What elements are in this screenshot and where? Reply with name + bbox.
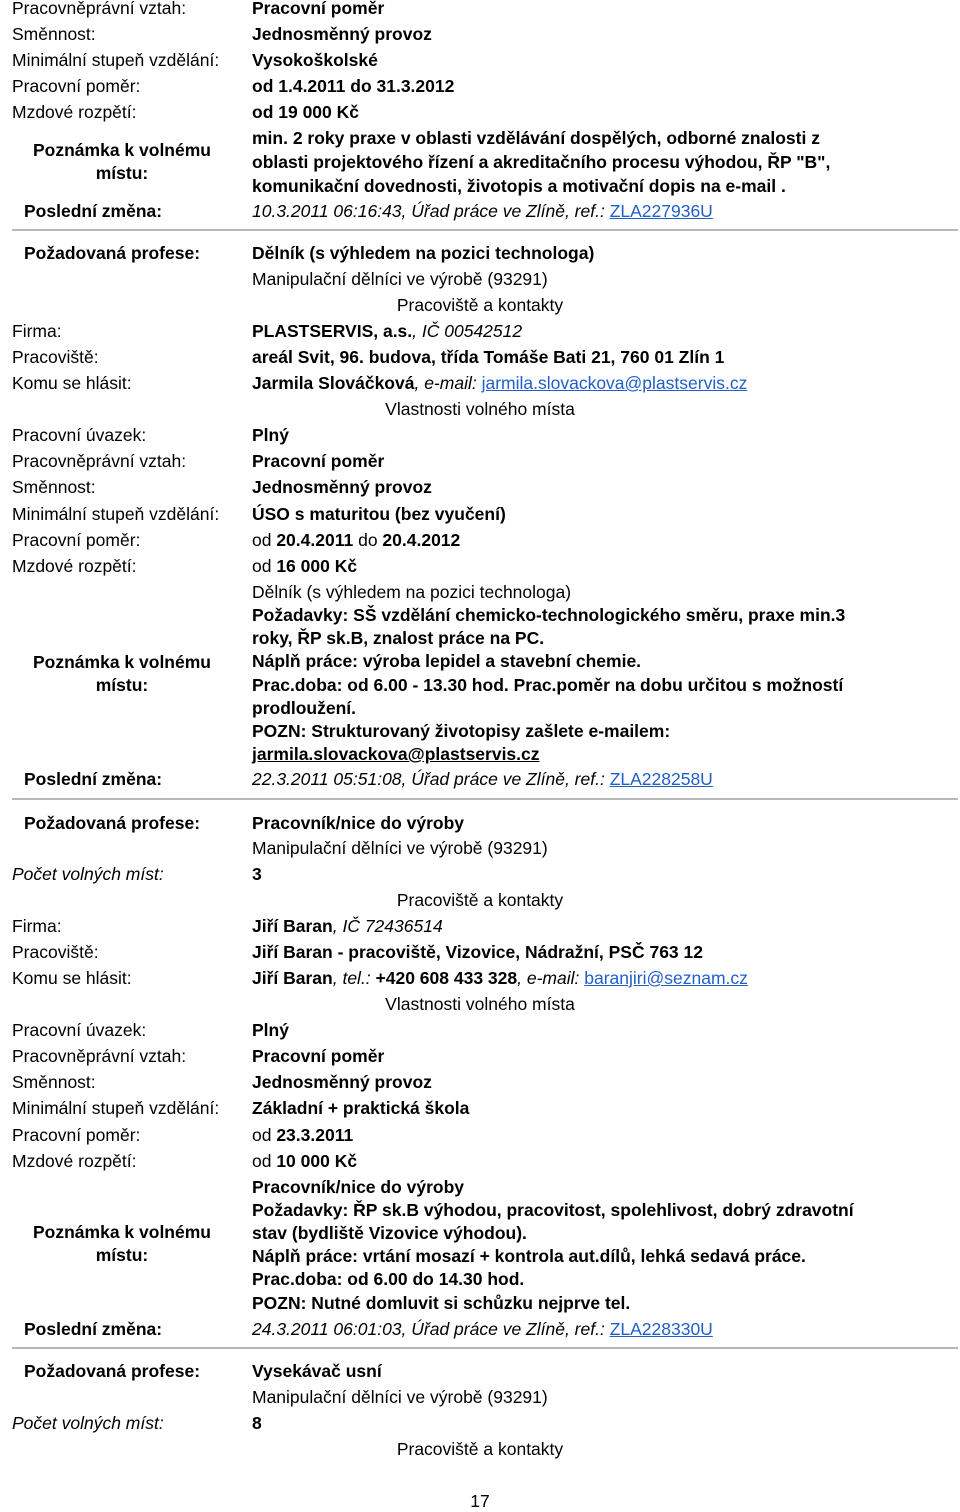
zmena-text: 22.3.2011 05:51:08, Úřad práce ve Zlíně, ref.: <box>252 769 610 789</box>
section-title-vlastnosti-1: Vlastnosti volného místa <box>385 399 575 419</box>
value-profese-2: Pracovník/nice do výroby <box>252 813 465 833</box>
section-title-kontakty-3: Pracoviště a kontakty <box>396 1439 564 1459</box>
value-kategorie-1: Manipulační dělníci ve výrobě (93291) <box>252 269 548 289</box>
value-vzdelani-2: Základní + praktická škola <box>252 1098 470 1118</box>
value-profese-1: Dělník (s výhledem na pozici technologa) <box>252 243 595 263</box>
pomer-od-date: 20.4.2011 <box>276 530 354 550</box>
note-label-line1: Poznámka k volnému <box>33 1222 211 1242</box>
ref-link[interactable]: ZLA228258U <box>609 769 713 789</box>
value-pracovnepravni-1: Pracovní poměr <box>252 451 385 471</box>
section-title-kontakty-1: Pracoviště a kontakty <box>396 295 564 315</box>
label-vzdelani-0: Minimální stupeň vzdělání: <box>12 50 220 70</box>
zmena-text: 10.3.2011 06:16:43, Úřad práce ve Zlíně, ref.: <box>252 201 610 221</box>
value-pracoviste-1: areál Svit, 96. budova, třída Tomáše Bati 21, 760 01 Zlín 1 <box>252 347 725 367</box>
value-uvazek-2: Plný <box>252 1020 289 1040</box>
value-zmena-1 <box>252 768 713 790</box>
pomer-do-date: 20.4.2012 <box>382 530 461 550</box>
note-text-line: oblasti projektového řízení a akreditačního procesu výhodou, ŘP "B", <box>252 152 831 172</box>
email-label: , e-mail: <box>517 968 585 988</box>
pomer-do: do <box>353 530 383 550</box>
label-profese-2: Požadovaná profese: <box>24 813 201 833</box>
label-mzda-2: Mzdové rozpětí: <box>12 1151 137 1171</box>
value-pomer-1 <box>252 529 460 551</box>
label-pomer-0: Pracovní poměr: <box>12 76 141 96</box>
label-pracovnepravni-1: Pracovněprávní vztah: <box>12 451 187 471</box>
note-label-0 <box>12 139 232 185</box>
note-label-line2: místu: <box>95 1245 149 1265</box>
email-link[interactable]: baranjiri@seznam.cz <box>584 968 748 988</box>
label-profese-3: Požadovaná profese: <box>24 1361 201 1381</box>
label-zmena-2: Poslední změna: <box>24 1319 163 1339</box>
contact-name: Jiří Baran <box>252 968 333 988</box>
value-kategorie-3: Manipulační dělníci ve výrobě (93291) <box>252 1387 548 1407</box>
label-pracovnepravni-0: Pracovněprávní vztah: <box>12 0 187 18</box>
note-label-line2: místu: <box>95 675 149 695</box>
value-vzdelani-1: ÚSO s maturitou (bez vyučení) <box>252 504 506 524</box>
note-text-line: prodloužení. <box>252 698 357 718</box>
email-link[interactable]: jarmila.slovackova@plastservis.cz <box>481 373 748 393</box>
tel-number: +420 608 433 328 <box>375 968 518 988</box>
mzda-amount: 16 000 Kč <box>276 556 358 576</box>
label-smennost-0: Směnnost: <box>12 24 96 44</box>
value-zmena-2 <box>252 1318 713 1340</box>
note-label-line2: místu: <box>95 163 149 183</box>
note-label-1 <box>12 651 232 697</box>
value-pracovnepravni-0: Pracovní poměr <box>252 0 385 18</box>
pomer-od: od <box>252 530 277 550</box>
contact-name: Jarmila Slováčková <box>252 373 415 393</box>
section-divider <box>12 229 958 231</box>
value-pracovnepravni-2: Pracovní poměr <box>252 1046 385 1066</box>
label-smennost-2: Směnnost: <box>12 1072 96 1092</box>
note-text-line: Požadavky: SŠ vzdělání chemicko-technologického směru, praxe min.3 <box>252 605 846 625</box>
label-pracoviste-1: Pracoviště: <box>12 347 99 367</box>
label-firma-2: Firma: <box>12 916 62 936</box>
zmena-text: 24.3.2011 06:01:03, Úřad práce ve Zlíně, ref.: <box>252 1319 610 1339</box>
label-vzdelani-2: Minimální stupeň vzdělání: <box>12 1098 220 1118</box>
value-mzda-1 <box>252 555 357 577</box>
label-pomer-1: Pracovní poměr: <box>12 530 141 550</box>
mzda-amount: 10 000 Kč <box>276 1151 358 1171</box>
note-text-line: Dělník (s výhledem na pozici technologa) <box>252 582 572 602</box>
note-text-line: komunikační dovednosti, životopis a motivační dopis na e-mail . <box>252 176 786 196</box>
label-pomer-2: Pracovní poměr: <box>12 1125 141 1145</box>
ref-link[interactable]: ZLA227936U <box>609 201 713 221</box>
label-pocet-2: Počet volných míst: <box>12 864 164 884</box>
tel-label: , tel.: <box>332 968 376 988</box>
label-uvazek-2: Pracovní úvazek: <box>12 1020 147 1040</box>
label-mzda-1: Mzdové rozpětí: <box>12 556 137 576</box>
firma-ic: , IČ 00542512 <box>412 321 523 341</box>
note-label-line1: Poznámka k volnému <box>33 652 211 672</box>
label-vzdelani-1: Minimální stupeň vzdělání: <box>12 504 220 524</box>
value-pomer-0: od 1.4.2011 do 31.3.2012 <box>252 76 455 96</box>
label-komu-2: Komu se hlásit: <box>12 968 132 988</box>
firma-ic: , IČ 72436514 <box>332 916 443 936</box>
note-text-line: POZN: Strukturovaný životopisy zašlete e-mailem: <box>252 721 671 741</box>
value-pocet-2: 3 <box>252 864 262 884</box>
value-komu-1 <box>252 372 747 394</box>
note-text-line: POZN: Nutné domluvit si schůzku nejprve tel. <box>252 1293 631 1313</box>
value-mzda-2 <box>252 1150 357 1172</box>
note-email-line[interactable]: jarmila.slovackova@plastservis.cz <box>252 744 540 764</box>
ref-link[interactable]: ZLA228330U <box>609 1319 713 1339</box>
note-text-line: Náplň práce: výroba lepidel a stavební chemie. <box>252 651 642 671</box>
note-label-2 <box>12 1221 232 1267</box>
label-zmena-1: Poslední změna: <box>24 769 163 789</box>
mzda-od: od <box>252 1151 277 1171</box>
note-text-line: min. 2 roky praxe v oblasti vzdělávání dospělých, odborné znalosti z <box>252 128 820 148</box>
note-label-line1: Poznámka k volnému <box>33 140 211 160</box>
email-label: , e-mail: <box>414 373 482 393</box>
label-mzda-0: Mzdové rozpětí: <box>12 102 137 122</box>
value-smennost-2: Jednosměnný provoz <box>252 1072 432 1092</box>
value-uvazek-1: Plný <box>252 425 289 445</box>
note-text-line: stav (bydliště Vizovice výhodou). <box>252 1223 527 1243</box>
value-firma-1 <box>252 320 522 342</box>
value-firma-2 <box>252 915 443 937</box>
value-komu-2 <box>252 967 748 989</box>
value-vzdelani-0: Vysokoškolské <box>252 50 378 70</box>
pomer-od: od <box>252 1125 277 1145</box>
section-title-vlastnosti-2: Vlastnosti volného místa <box>385 994 575 1014</box>
section-divider <box>12 798 958 800</box>
label-smennost-1: Směnnost: <box>12 477 96 497</box>
mzda-od: od <box>252 556 277 576</box>
note-text-line: Prac.doba: od 6.00 - 13.30 hod. Prac.poměr na dobu určitou s možností <box>252 675 844 695</box>
label-komu-1: Komu se hlásit: <box>12 373 132 393</box>
note-text-line: Pracovník/nice do výroby <box>252 1177 465 1197</box>
value-zmena-0 <box>252 200 713 222</box>
pomer-od-date: 23.3.2011 <box>276 1125 354 1145</box>
label-profese-1: Požadovaná profese: <box>24 243 201 263</box>
label-uvazek-1: Pracovní úvazek: <box>12 425 147 445</box>
page-number: 17 <box>470 1491 490 1511</box>
firma-name: Jiří Baran <box>252 916 333 936</box>
note-text-line: Požadavky: ŘP sk.B výhodou, pracovitost, spolehlivost, dobrý zdravotní <box>252 1200 854 1220</box>
firma-name: PLASTSERVIS, a.s. <box>252 321 413 341</box>
value-pomer-2 <box>252 1124 353 1146</box>
label-firma-1: Firma: <box>12 321 62 341</box>
label-pracovnepravni-2: Pracovněprávní vztah: <box>12 1046 187 1066</box>
value-profese-3: Vysekávač usní <box>252 1361 382 1381</box>
note-text-line: Prac.doba: od 6.00 do 14.30 hod. <box>252 1269 525 1289</box>
note-text-line: roky, ŘP sk.B, znalost práce na PC. <box>252 628 545 648</box>
label-zmena-0: Poslední změna: <box>24 201 163 221</box>
value-mzda-0: od 19 000 Kč <box>252 102 359 122</box>
label-pocet-3: Počet volných míst: <box>12 1413 164 1433</box>
note-text-line: Náplň práce: vrtání mosazí + kontrola aut.dílů, lehká sedavá práce. <box>252 1246 806 1266</box>
label-pracoviste-2: Pracoviště: <box>12 942 99 962</box>
value-kategorie-2: Manipulační dělníci ve výrobě (93291) <box>252 838 548 858</box>
section-divider <box>12 1347 958 1349</box>
value-smennost-1: Jednosměnný provoz <box>252 477 432 497</box>
section-title-kontakty-2: Pracoviště a kontakty <box>396 890 564 910</box>
value-pracoviste-2: Jiří Baran - pracoviště, Vizovice, Nádražní, PSČ 763 12 <box>252 942 703 962</box>
value-pocet-3: 8 <box>252 1413 262 1433</box>
value-smennost-0: Jednosměnný provoz <box>252 24 432 44</box>
